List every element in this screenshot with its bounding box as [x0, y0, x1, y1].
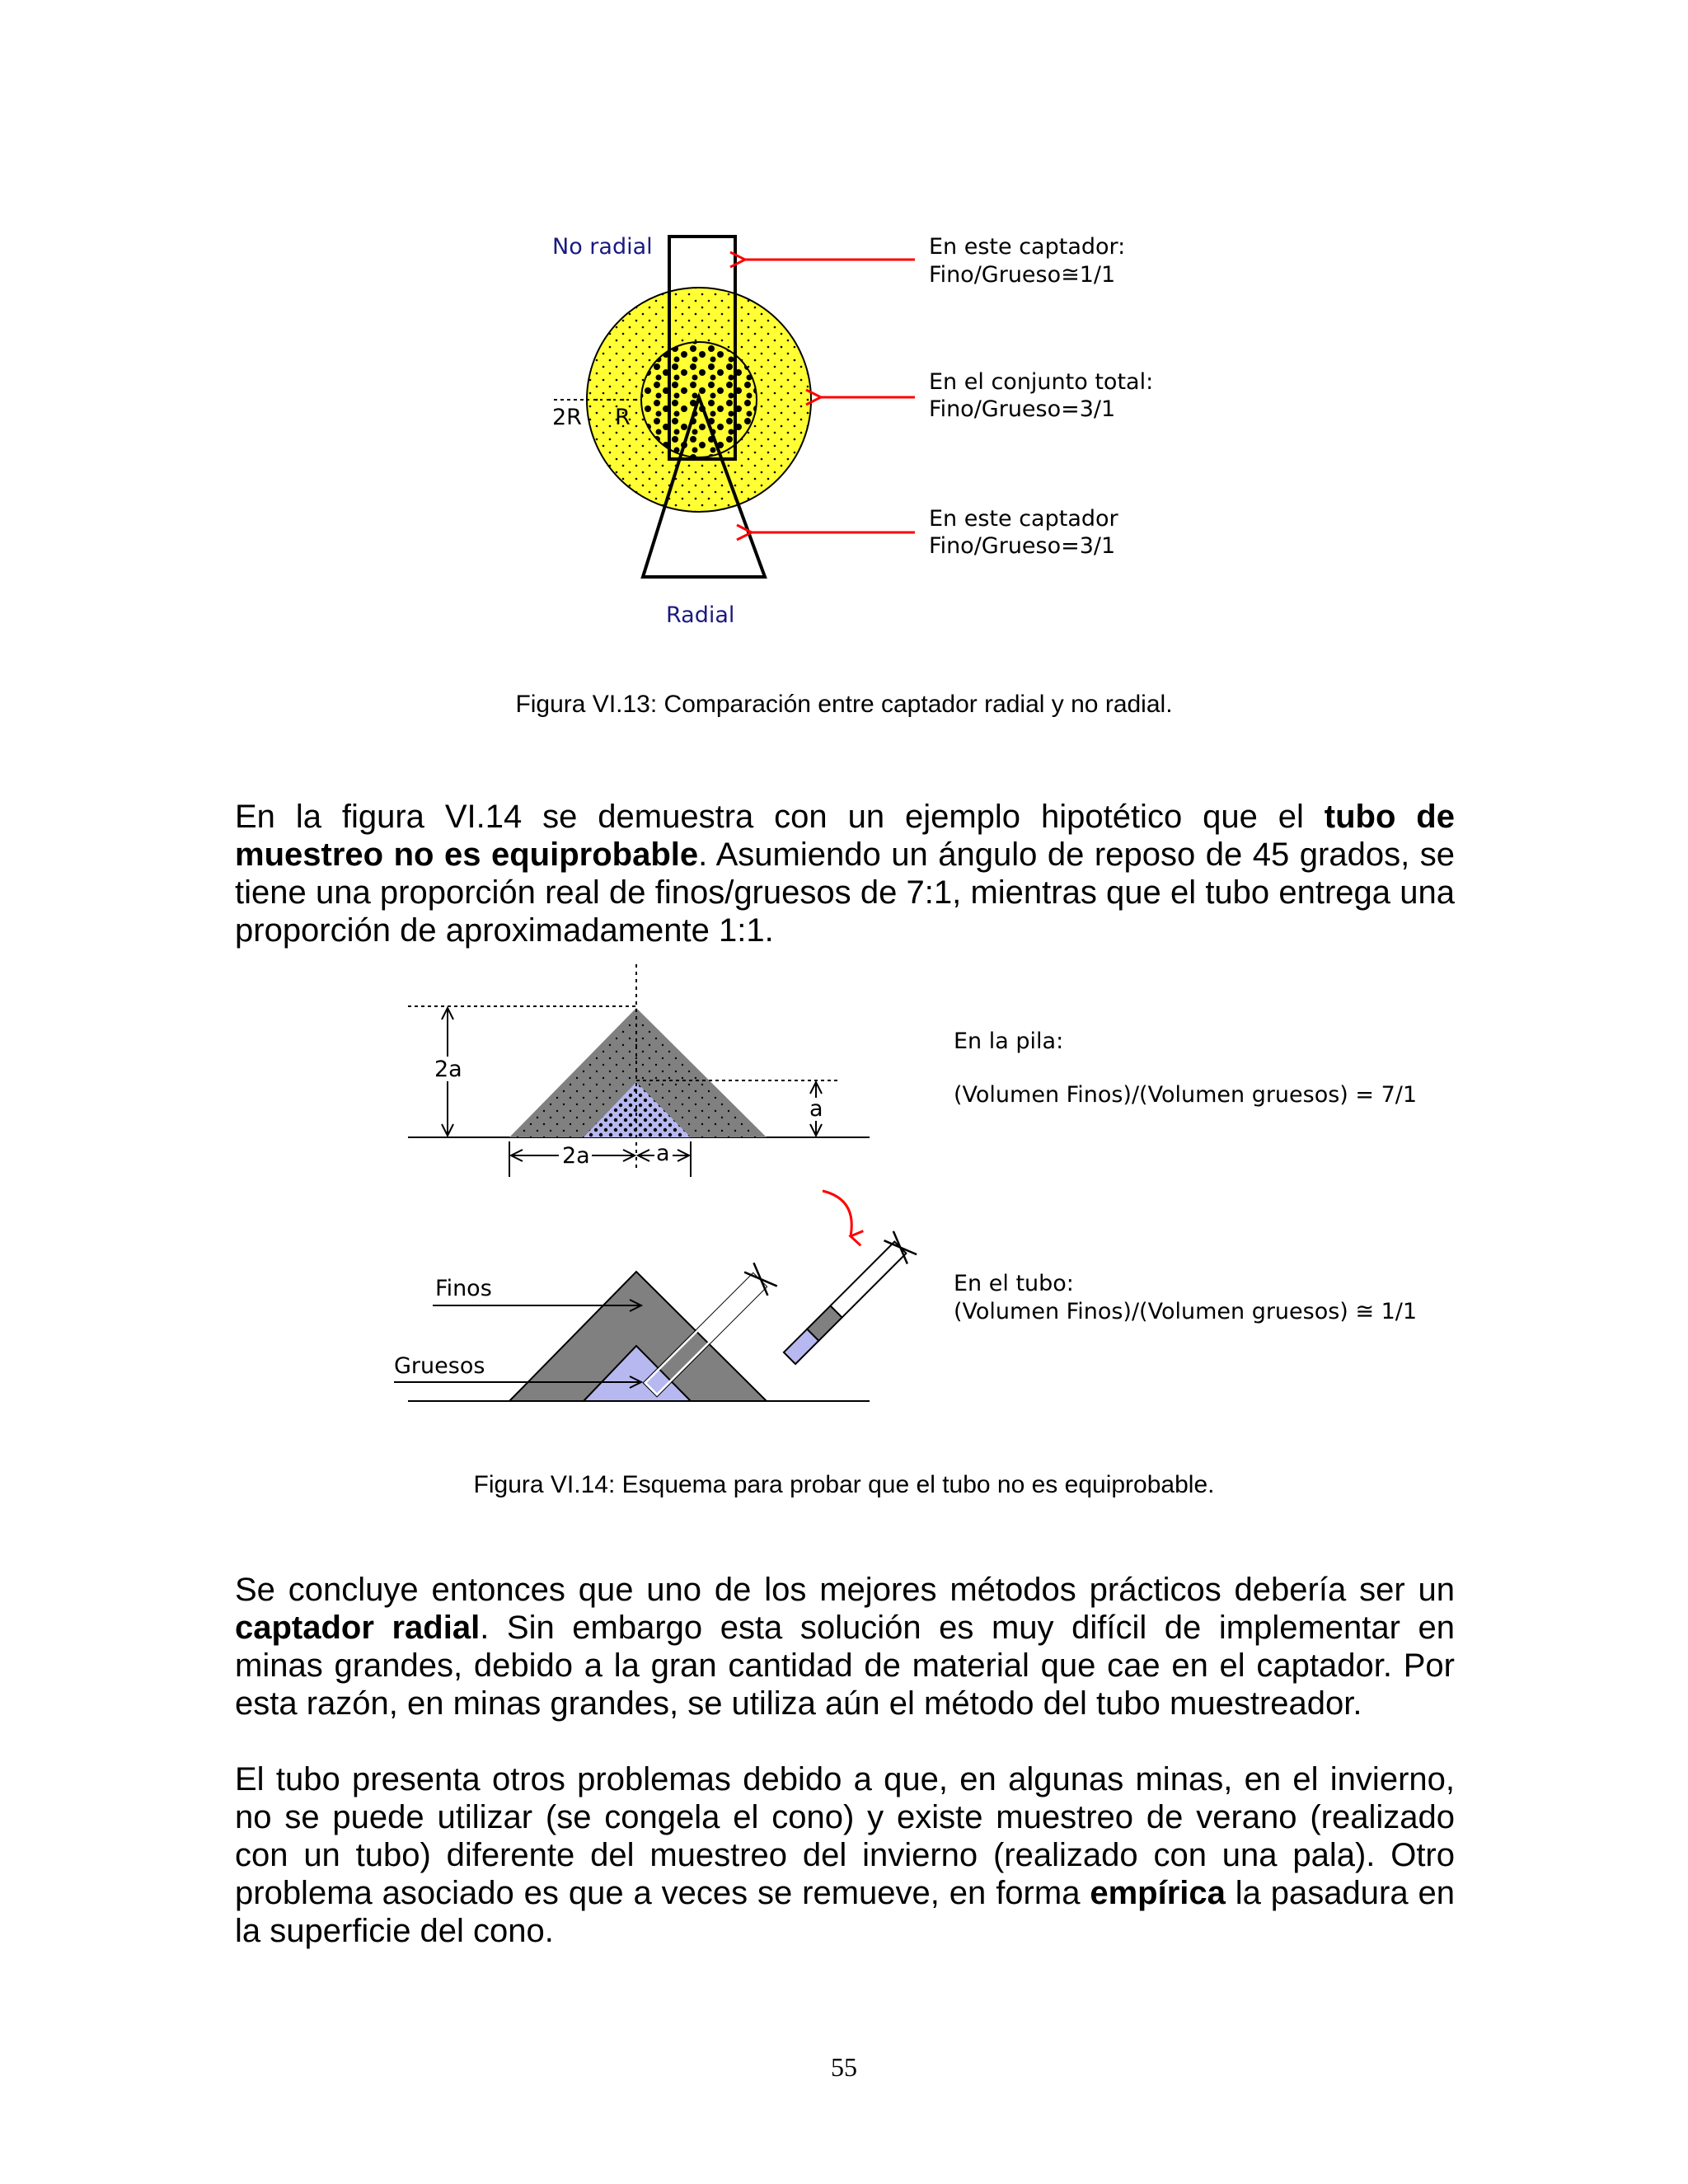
- label-finos: Finos: [435, 1276, 492, 1301]
- page-number: 55: [831, 2052, 857, 2082]
- figure-vi-13: [0, 0, 1688, 659]
- label-r: R: [615, 405, 631, 430]
- annotation2-line1: En el conjunto total:: [929, 369, 1154, 395]
- bold-empirica: empírica: [1090, 1875, 1226, 1911]
- pile-title: En la pila:: [954, 1029, 1064, 1054]
- label-2a-horizontal: 2a: [562, 1143, 590, 1169]
- paragraph-2: Se concluye entonces que uno de los mejores métodos prácticos debería ser un captador radial. Sin embargo esta solución es muy difícil de implementar en minas grandes, debido a la gran cantidad de material que cae en el captador. Por esta razón, en minas grandes, se utiliza aún el método del tubo muestreador.: [235, 1572, 1455, 1722]
- pile-ratio: (Volumen Finos)/(Volumen gruesos) = 7/1: [954, 1082, 1418, 1108]
- label-radial: Radial: [666, 602, 735, 628]
- annotation1-line2: Fino/Grueso≅1/1: [929, 262, 1116, 288]
- tube-extracted: [778, 1231, 917, 1370]
- paragraph-1: En la figura VI.14 se demuestra con un ejemplo hipotético que el tubo de muestreo no es equiprobable. Asumiendo un ángulo de reposo de 45 grados, se tiene una proporción real de finos/gruesos de 7:1, mientras que el tubo entrega una proporción de aproximadamente 1:1.: [235, 799, 1455, 949]
- label-gruesos: Gruesos: [394, 1353, 485, 1379]
- tube-title: En el tubo:: [954, 1271, 1074, 1296]
- annotation3-line1: En este captador: [929, 506, 1118, 532]
- label-a-vertical: a: [809, 1096, 823, 1122]
- figure-vi-14: [0, 956, 1688, 1418]
- label-a-horizontal: a: [656, 1141, 670, 1166]
- annotation2-line2: Fino/Grueso=3/1: [929, 396, 1116, 422]
- tube-ratio: (Volumen Finos)/(Volumen gruesos) ≅ 1/1: [954, 1299, 1418, 1324]
- red-curved-arrow: [823, 1191, 851, 1236]
- label-no-radial: No radial: [552, 234, 653, 260]
- figure-vi-13-caption: Figura VI.13: Comparación entre captador radial y no radial.: [515, 691, 1173, 718]
- bold-captador-radial: captador radial: [235, 1610, 481, 1646]
- label-2a-vertical: 2a: [434, 1057, 462, 1082]
- bold-tubo-no-equiprobable: tubo de muestreo no es equiprobable: [235, 799, 1455, 873]
- annotation1-line1: En este captador:: [929, 234, 1126, 260]
- annotation3-line2: Fino/Grueso=3/1: [929, 533, 1116, 559]
- label-2r: 2R: [552, 405, 582, 430]
- figure-vi-14-caption: Figura VI.14: Esquema para probar que el tubo no es equiprobable.: [473, 1471, 1215, 1498]
- paragraph-3: El tubo presenta otros problemas debido a que, en algunas minas, en el invierno, no se puede utilizar (se congela el cono) y existe muestreo de verano (realizado con un tubo) diferente del muestreo del invierno (realizado con una pala). Otro problema asociado es que a veces se remueve, en forma empírica la pasadura en la superficie del cono.: [235, 1761, 1456, 1949]
